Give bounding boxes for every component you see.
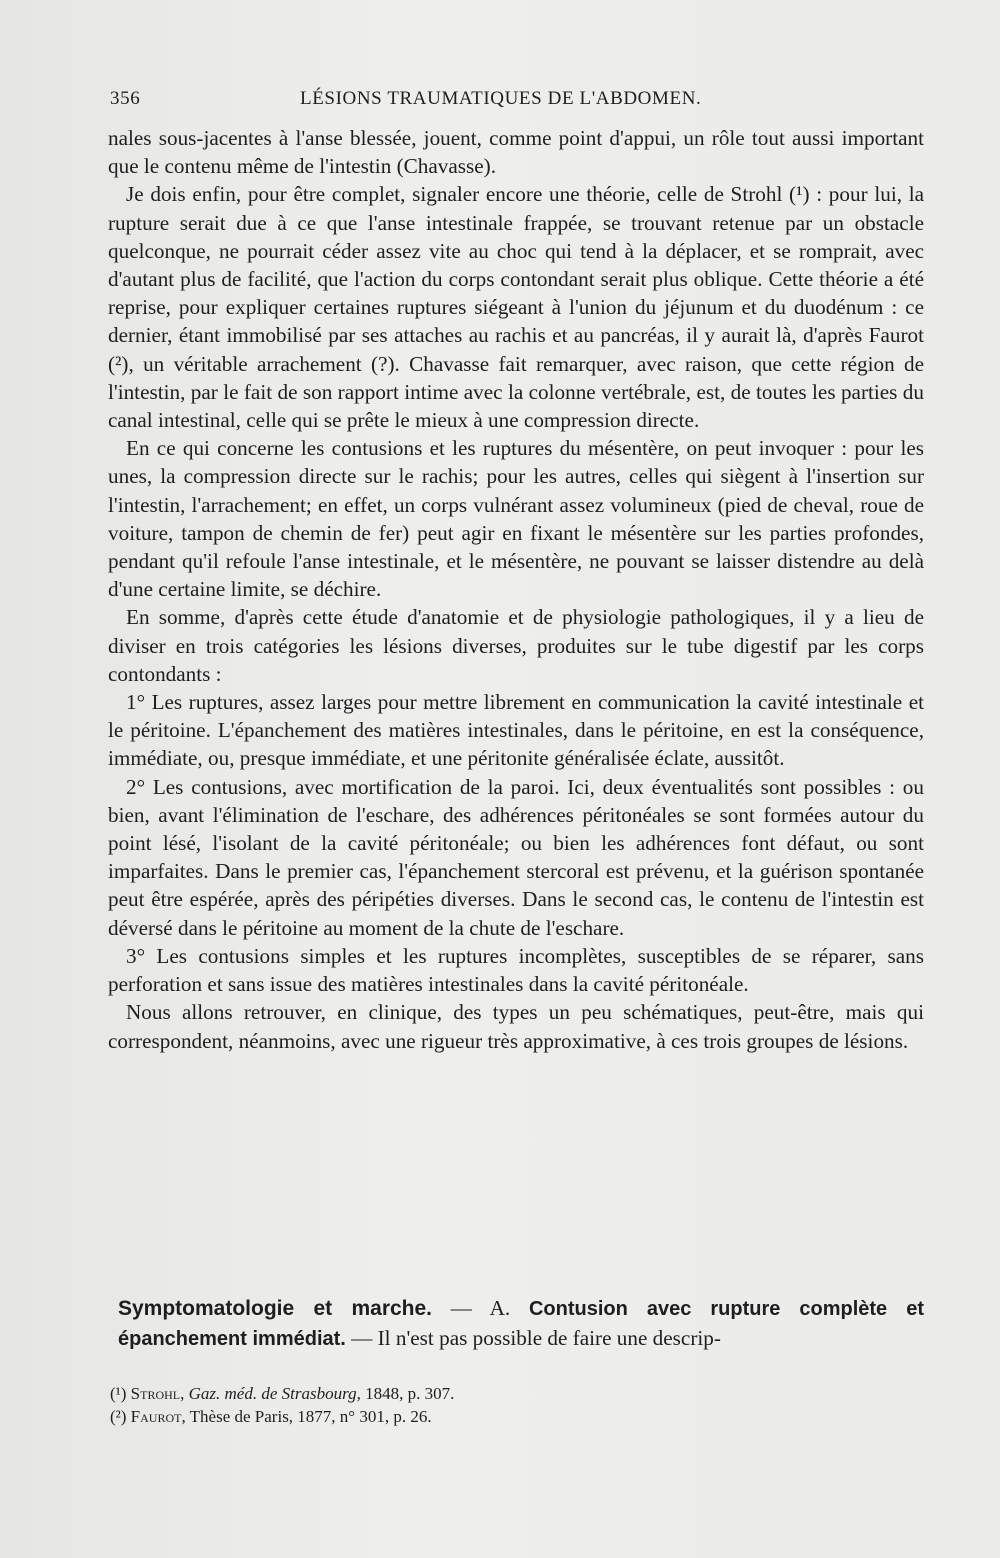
paragraph-2: Je dois enfin, pour être complet, signaler encore une théorie, celle de Strohl (¹) : pour lui, la rupture serait due à ce que l'anse intestinale frappée, se trouvant retenue par un obstacle quelconque, ne pourrait céder assez vite au choc qui tend à la déplacer, et se romprait, avec d'autant plus de facilité, que l'action du corps contondant serait plus oblique. Cette théorie a été reprise, pour expliquer certaines ruptures siégeant à l'union du jéjunum et du duodénum : ce dernier, étant immobilisé par ses attaches au rachis et au pancréas, il y aurait là, d'après Faurot (²), un véritable arrachement (?). Chavasse fait remarquer, avec raison, que cette région de l'intestin, par le fait de son rapport intime avec la colonne vertébrale, est, de toutes les parties du canal intestinal, celle qui se prête le mieux à une compression directe. — [108, 182, 924, 433]
section-title: Symptomatologie et marche. — [118, 1297, 433, 1320]
footnote-mark: (¹) — [110, 1384, 131, 1403]
footnote-author: Faurot — [130, 1407, 182, 1426]
page-number: 356 — [110, 88, 141, 109]
paragraph-1: nales sous-jacentes à l'anse blessée, jouent, comme point d'appui, un rôle tout aussi important que le contenu même de l'intestin (Chavasse). — [108, 126, 924, 179]
paragraph-conclusion: Nous allons retrouver, en clinique, des types un peu schématiques, peut-être, mais qui correspondent, néanmoins, avec une rigueur très approximative, à ces trois groupes de lésions. — [108, 1000, 924, 1053]
running-title: LÉSIONS TRAUMATIQUES DE L'ABDOMEN. — [300, 88, 702, 109]
paragraph-3: En ce qui concerne les contusions et les ruptures du mésentère, on peut invoquer : pour les unes, la compression directe sur le rachis; pour les autres, celles qui siègent à l'insertion sur l'intestin, l'arrachement; en effet, un corps vulnérant assez volumineux (pied de cheval, roue de voiture, tampon de chemin de fer) peut agir en fixant le mésentère sur les parties profondes, pendant qu'il refoule l'anse intestinale, et le mésentère, ne pouvant se laisser distendre au delà d'une certaine limite, se déchire. — [108, 436, 924, 602]
footnote-mark: (²) — [110, 1407, 131, 1426]
section-paragraph — [118, 1294, 924, 1353]
paragraph-4: En somme, d'après cette étude d'anatomie et de physiologie pathologiques, il y a lieu de diviser en trois catégories les lésions diverses, produites sur le tube digestif par les corps contondants : — [108, 605, 924, 686]
section-dash-2: — — [345, 1325, 378, 1350]
footnote-citation: Thèse de Paris, 1877, n° 301, p. 26. — [189, 1407, 432, 1426]
section-text: Il n'est pas possible de faire une descrip- — [377, 1325, 721, 1350]
list-item-2: 2° Les contusions, avec mortification de la paroi. Ici, deux éventualités sont possibles : ou bien, avant l'élimination de l'eschare, des adhérences péritonéales se sont formées autour du point lésé, l'isolant de la cavité péritonéale; ou bien les adhérences font défaut, ou sont imparfaites. Dans le premier cas, l'épanchement stercoral est prévenu, et la guérison spontanée peut être espérée, après des péripéties diverses. Dans le second cas, le contenu de l'intestin est déversé dans le péritoine au moment de la chute de l'eschare. — [108, 774, 924, 940]
footnote-1: (¹) Strohl, Gaz. méd. de Strasbourg, 1848, p. 307. — [110, 1384, 455, 1403]
list-item-3: 3° Les contusions simples et les ruptures incomplètes, susceptibles de se réparer, sans perforation et sans issue des matières intestinales dans la cavité péritonéale. — [108, 943, 924, 997]
footnote-journal: Gaz. méd. de Strasbourg — [188, 1384, 357, 1403]
section-dash: — A. — [432, 1296, 529, 1320]
body-text — [108, 124, 924, 1055]
list-item-1: 1° Les ruptures, assez larges pour mettre librement en communication la cavité intestinale et le péritoine. L'épanchement des matières intestinales, dans le péritoine, en est la conséquence, immédiate, ou, presque immédiate, et une péritonite généralisée éclate, aussitôt. — [108, 690, 924, 771]
footnote-citation: , 1848, p. 307. — [356, 1384, 455, 1403]
footnotes — [110, 1382, 910, 1428]
running-head — [110, 88, 910, 116]
footnote-2: (²) Faurot, Thèse de Paris, 1877, n° 301, p. 26. — [110, 1407, 432, 1426]
section-subtitle: Contusion avec rupture complète et épanchement immédiat. — [118, 1298, 924, 1350]
footnote-author: Strohl — [130, 1384, 181, 1403]
